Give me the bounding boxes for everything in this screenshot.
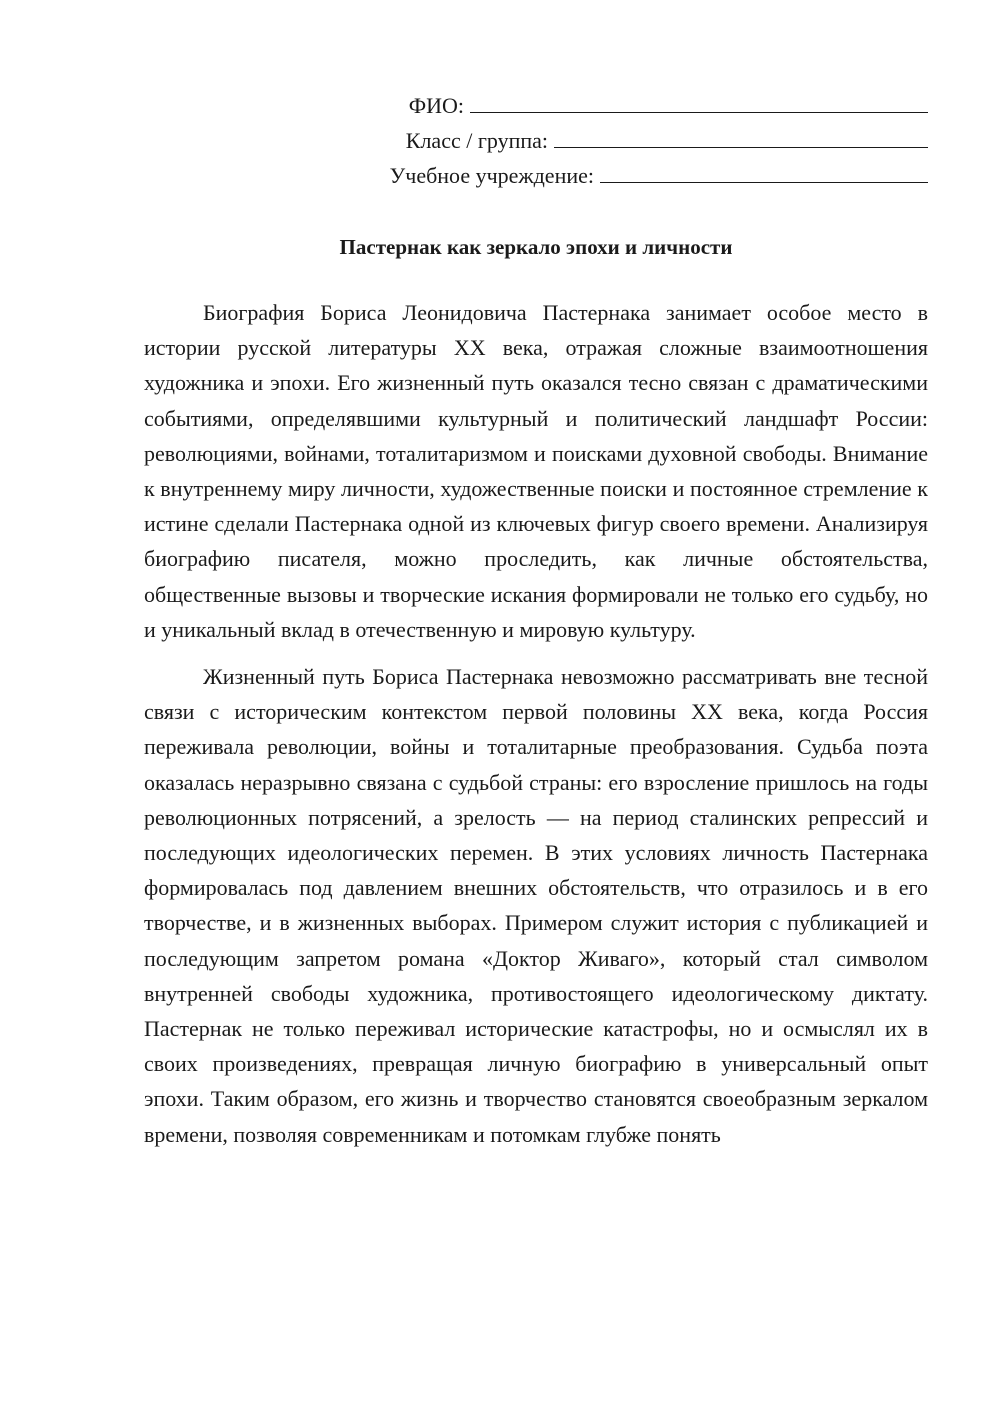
school-label: Учебное учреждение:: [389, 163, 594, 188]
class-line: [328, 123, 928, 158]
fio-label: ФИО:: [408, 93, 464, 118]
class-blank-field[interactable]: [554, 125, 928, 148]
paragraph-1: Биография Бориса Леонидовича Пастернака занимает особое место в истории русской литературы XX века, отражая сложные взаимоотношения художника и эпохи. Его жизненный путь оказался тесно связан с драматическими событиями, определявшими культурный и политический ландшафт России: революциями, войнами, тоталитаризмом и поисками духовной свободы. Внимание к внутреннему миру личности, художественные поиски и постоянное стремление к истине сделали Пастернака одной из ключевых фигур своего времени. Анализируя биографию писателя, можно проследить, как личные обстоятельства, общественные вызовы и творческие искания формировали не только его судьбу, но и уникальный вклад в отечественную и мировую культуру.: [144, 300, 928, 642]
document-body: [144, 295, 928, 1152]
document-title: Пастернак как зеркало эпохи и личности: [339, 235, 733, 259]
school-blank-field[interactable]: [600, 160, 928, 183]
class-label: Класс / группа:: [405, 128, 548, 153]
fio-blank-field[interactable]: [470, 90, 928, 113]
paragraph-2: Жизненный путь Бориса Пастернака невозможно рассматривать вне тесной связи с историческим контекстом первой половины XX века, когда Россия переживала революции, войны и тоталитарные преобразования. Судьба поэта оказалась неразрывно связана с судьбой страны: его взросление пришлось на годы революционных потрясений, а зрелость — на период сталинских репрессий и последующих идеологических перемен. В этих условиях личность Пастернака формировалась под давлением внешних обстоятельств, что отразилось и в его творчестве, и в жизненных выборах. Примером служит история с публикацией и последующим запретом романа «Доктор Живаго», который стал символом внутренней свободы художника, противостоящего идеологическому диктату. Пастернак не только переживал исторические катастрофы, но и осмыслял их в своих произведениях, превращая личную биографию в универсальный опыт эпохи. Таким образом, его жизнь и творчество становятся своеобразным зеркалом времени, позволяя современникам и потомкам глубже понять: [144, 664, 928, 1147]
student-info-block: [328, 88, 928, 193]
school-line: [328, 158, 928, 193]
fio-line: [328, 88, 928, 123]
